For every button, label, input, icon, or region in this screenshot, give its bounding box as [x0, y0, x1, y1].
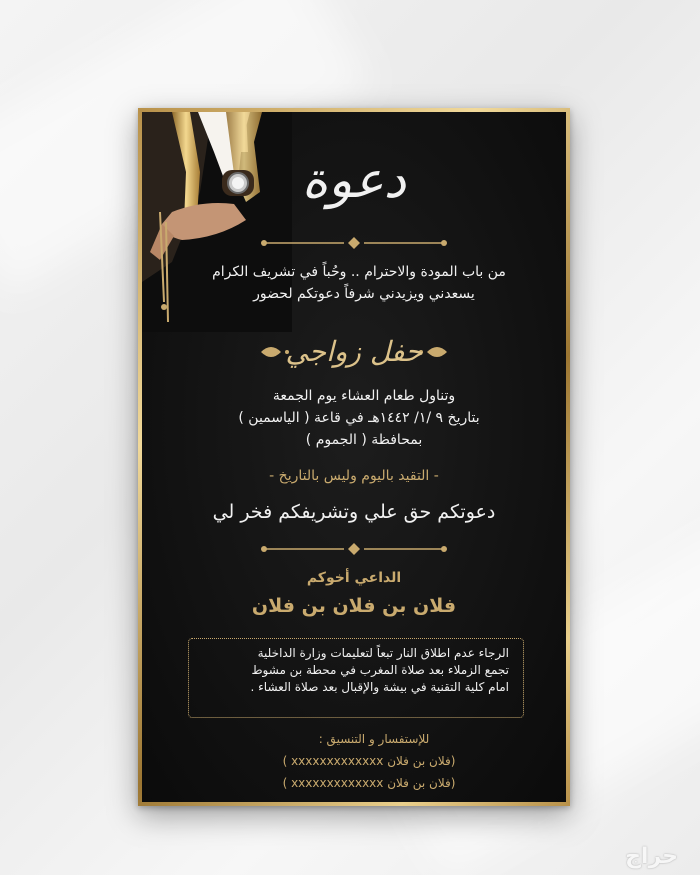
card-inner: [142, 112, 566, 802]
invitation-title: دعوة: [301, 151, 407, 209]
notice-line: تجمع الزملاء بعد صلاة المغرب في محطة بن مشوط: [251, 663, 509, 677]
dinner-line: وتناول طعام العشاء يوم الجمعة: [272, 388, 456, 404]
date-line: بتاريخ ٩ /١/ ١٤٤٢هـ في قاعة ( الياسمين ): [238, 410, 480, 426]
honor-line: دعوتكم حق علي وتشريفكم فخر لي: [212, 501, 496, 523]
intro-line-2: يسعدني ويزيدني شرفاً دعوتكم لحضور: [253, 286, 475, 302]
intro-line-1: من باب المودة والاحترام .. وحُباً في تشريف الكرام: [212, 264, 506, 280]
tagline: - التقيد باليوم وليس بالتاريخ -: [269, 468, 439, 484]
contact-line: (فلان بن فلان xxxxxxxxxxxxx ): [282, 754, 456, 768]
invitation-card: [138, 108, 570, 806]
notice-line: الرجاء عدم اطلاق النار تبعاً لتعليمات وزارة الداخلية: [257, 646, 509, 660]
host-name: فلان بن فلان بن فلان: [251, 595, 457, 617]
divider-ornament: [142, 236, 566, 250]
watermark-text: حراج: [625, 844, 678, 869]
contact-line: (فلان بن فلان xxxxxxxxxxxxx ): [282, 776, 456, 790]
watermark-logo: [625, 844, 678, 869]
notice-line: امام كلية التقنية في بيشة والإقبال بعد صلاة العشاء .: [250, 680, 509, 694]
notice-box: [188, 638, 524, 718]
occasion-title: حفل زواجي: [285, 335, 423, 368]
contact-label: للإستفسار و التنسيق :: [318, 732, 430, 746]
divider-ornament: [142, 542, 566, 556]
place-line: بمحافظة ( الجموم ): [305, 432, 423, 448]
host-label: الداعي أخوكم: [306, 570, 402, 586]
